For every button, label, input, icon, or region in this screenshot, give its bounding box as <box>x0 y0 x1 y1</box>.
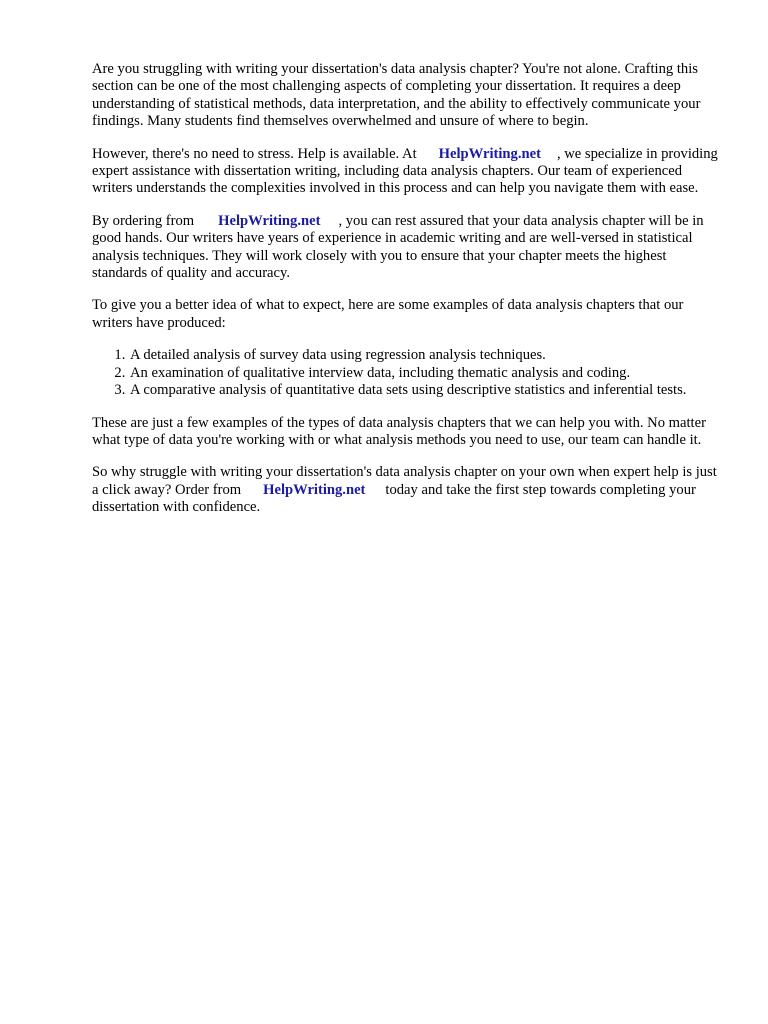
list-item: 3. A comparative analysis of quantitative data sets using descriptive statistics and inferential tests. <box>129 382 718 399</box>
closing-text-before: So why struggle with writing your dissertation's data analysis chapter on your own when expert help is just a click away? Order from <box>92 464 717 498</box>
help-available-text-after: , we specialize in providing expert assistance with dissertation writing, including data analysis chapters. Our team of experienced writers understands the complexities involved in this process and can help you navigate them with ease. <box>92 145 718 197</box>
intro-paragraph: Are you struggling with writing your dissertation's data analysis chapter? You're not alone. Crafting this section can be one of the most challenging aspects of completing your dissertation. It requires a deep understanding of statistical methods, data interpretation, and the ability to effectively communicate your findings. Many students find themselves overwhelmed and unsure of where to begin. <box>92 61 701 130</box>
help-available-text-before: However, there's no need to stress. Help is available. At <box>92 145 417 162</box>
closing-text-after: today and take the first step towards completing your dissertation with confidence. <box>92 481 696 516</box>
document-page <box>92 61 718 532</box>
ordering-paragraph <box>92 213 718 283</box>
examples-intro-paragraph: To give you a better idea of what to expect, here are some examples of data analysis chapters that our writers have produced: <box>92 297 684 331</box>
ordering-text-before: By ordering from <box>92 212 195 229</box>
help-available-paragraph <box>92 146 718 198</box>
examples-list <box>92 347 718 399</box>
list-item: 1. A detailed analysis of survey data using regression analysis techniques. <box>129 347 718 364</box>
helpwriting-link-1[interactable]: HelpWriting.net <box>438 145 541 162</box>
list-item: 2. An examination of qualitative interview data, including thematic analysis and coding. <box>129 365 718 382</box>
ordering-text-after: , you can rest assured that your data analysis chapter will be in good hands. Our writers have years of experience in academic writing and are well-versed in statistical analysis techniques. They will work closely with you to ensure that your chapter meets the highest standards of quality and accuracy. <box>92 212 704 282</box>
helpwriting-link-2[interactable]: HelpWriting.net <box>218 212 321 229</box>
helpwriting-link-3[interactable]: HelpWriting.net <box>263 481 366 498</box>
closing-paragraph <box>92 464 718 516</box>
examples-summary-paragraph: These are just a few examples of the types of data analysis chapters that we can help you with. No matter what type of data you're working with or what analysis methods you need to use, our team can handle it. <box>92 414 706 448</box>
